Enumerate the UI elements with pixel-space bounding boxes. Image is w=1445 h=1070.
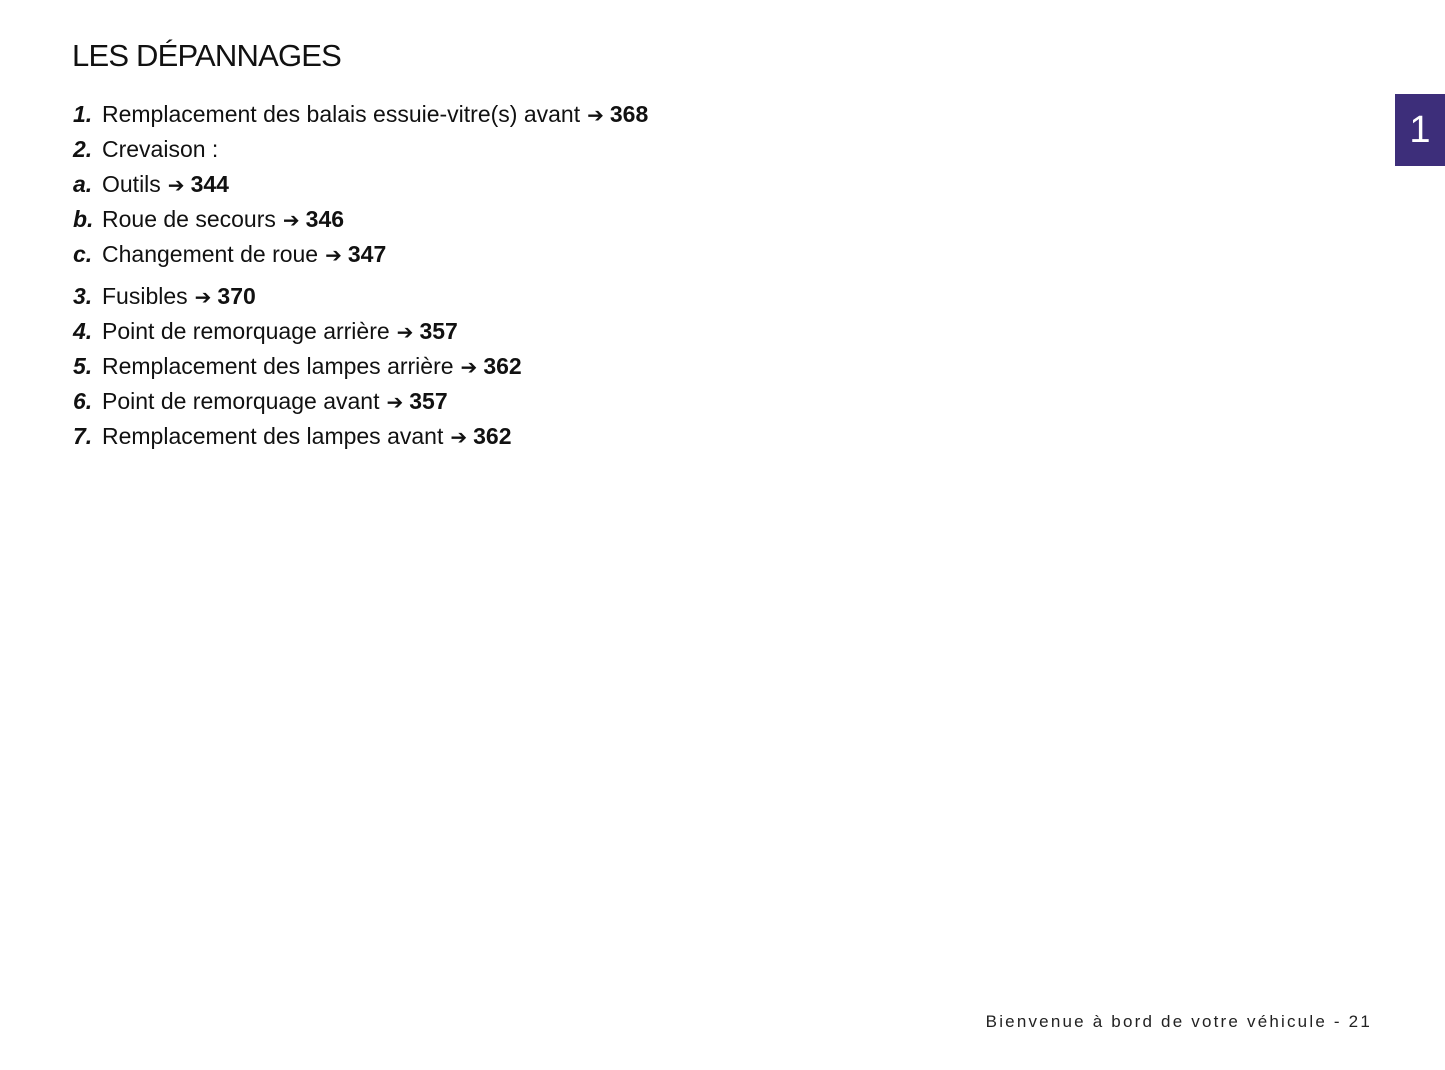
item-marker: 1. (73, 101, 93, 127)
page-reference[interactable]: 344 (190, 171, 229, 197)
page-reference[interactable]: 362 (473, 423, 512, 449)
chapter-tab: 1 (1395, 94, 1445, 166)
list-item (73, 237, 648, 272)
arrow-right-icon: ➔ (194, 287, 212, 309)
list-item (73, 167, 648, 202)
arrow-right-icon: ➔ (587, 105, 604, 127)
item-label: Remplacement des balais essuie-vitre(s) avant (102, 101, 581, 127)
list-item (73, 384, 648, 419)
list-item (73, 97, 648, 132)
page-reference[interactable]: 346 (305, 206, 345, 232)
list-item (73, 132, 648, 167)
page-footer: Bienvenue à bord de votre véhicule - 21 (985, 1012, 1372, 1031)
breakdown-list (73, 97, 648, 454)
page-title: LES DÉPANNAGES (72, 38, 342, 73)
arrow-right-icon: ➔ (396, 322, 414, 344)
item-label: Fusibles (102, 283, 188, 309)
arrow-right-icon: ➔ (167, 175, 185, 197)
item-label: Changement de roue (102, 241, 319, 267)
page-reference[interactable]: 357 (419, 318, 458, 344)
item-marker: 7. (73, 423, 93, 449)
item-label: Crevaison : (102, 136, 219, 162)
item-marker: 5. (73, 353, 93, 379)
item-marker: c. (73, 241, 93, 267)
list-item (73, 279, 648, 314)
page-reference[interactable]: 362 (483, 353, 522, 379)
item-marker: 4. (73, 318, 93, 344)
item-label: Roue de secours (102, 206, 276, 232)
list-item (73, 202, 648, 237)
item-label: Outils (102, 171, 161, 197)
page-reference[interactable]: 347 (347, 241, 387, 267)
item-marker: a. (73, 171, 93, 197)
item-label: Point de remorquage avant (102, 388, 380, 414)
page-reference[interactable]: 368 (609, 101, 649, 127)
item-label: Remplacement des lampes arrière (102, 353, 454, 379)
arrow-right-icon: ➔ (460, 357, 478, 379)
arrow-right-icon: ➔ (325, 245, 342, 267)
arrow-right-icon: ➔ (282, 210, 300, 232)
item-marker: 6. (73, 388, 93, 414)
item-label: Remplacement des lampes avant (102, 423, 444, 449)
item-marker: b. (73, 206, 94, 232)
item-marker: 2. (73, 136, 93, 162)
arrow-right-icon: ➔ (386, 392, 404, 414)
list-item (73, 314, 648, 349)
arrow-right-icon: ➔ (450, 427, 468, 449)
page-reference[interactable]: 370 (217, 283, 256, 309)
item-label: Point de remorquage arrière (102, 318, 390, 344)
list-item (73, 349, 648, 384)
page-reference[interactable]: 357 (409, 388, 448, 414)
item-marker: 3. (73, 283, 93, 309)
list-item (73, 419, 648, 454)
